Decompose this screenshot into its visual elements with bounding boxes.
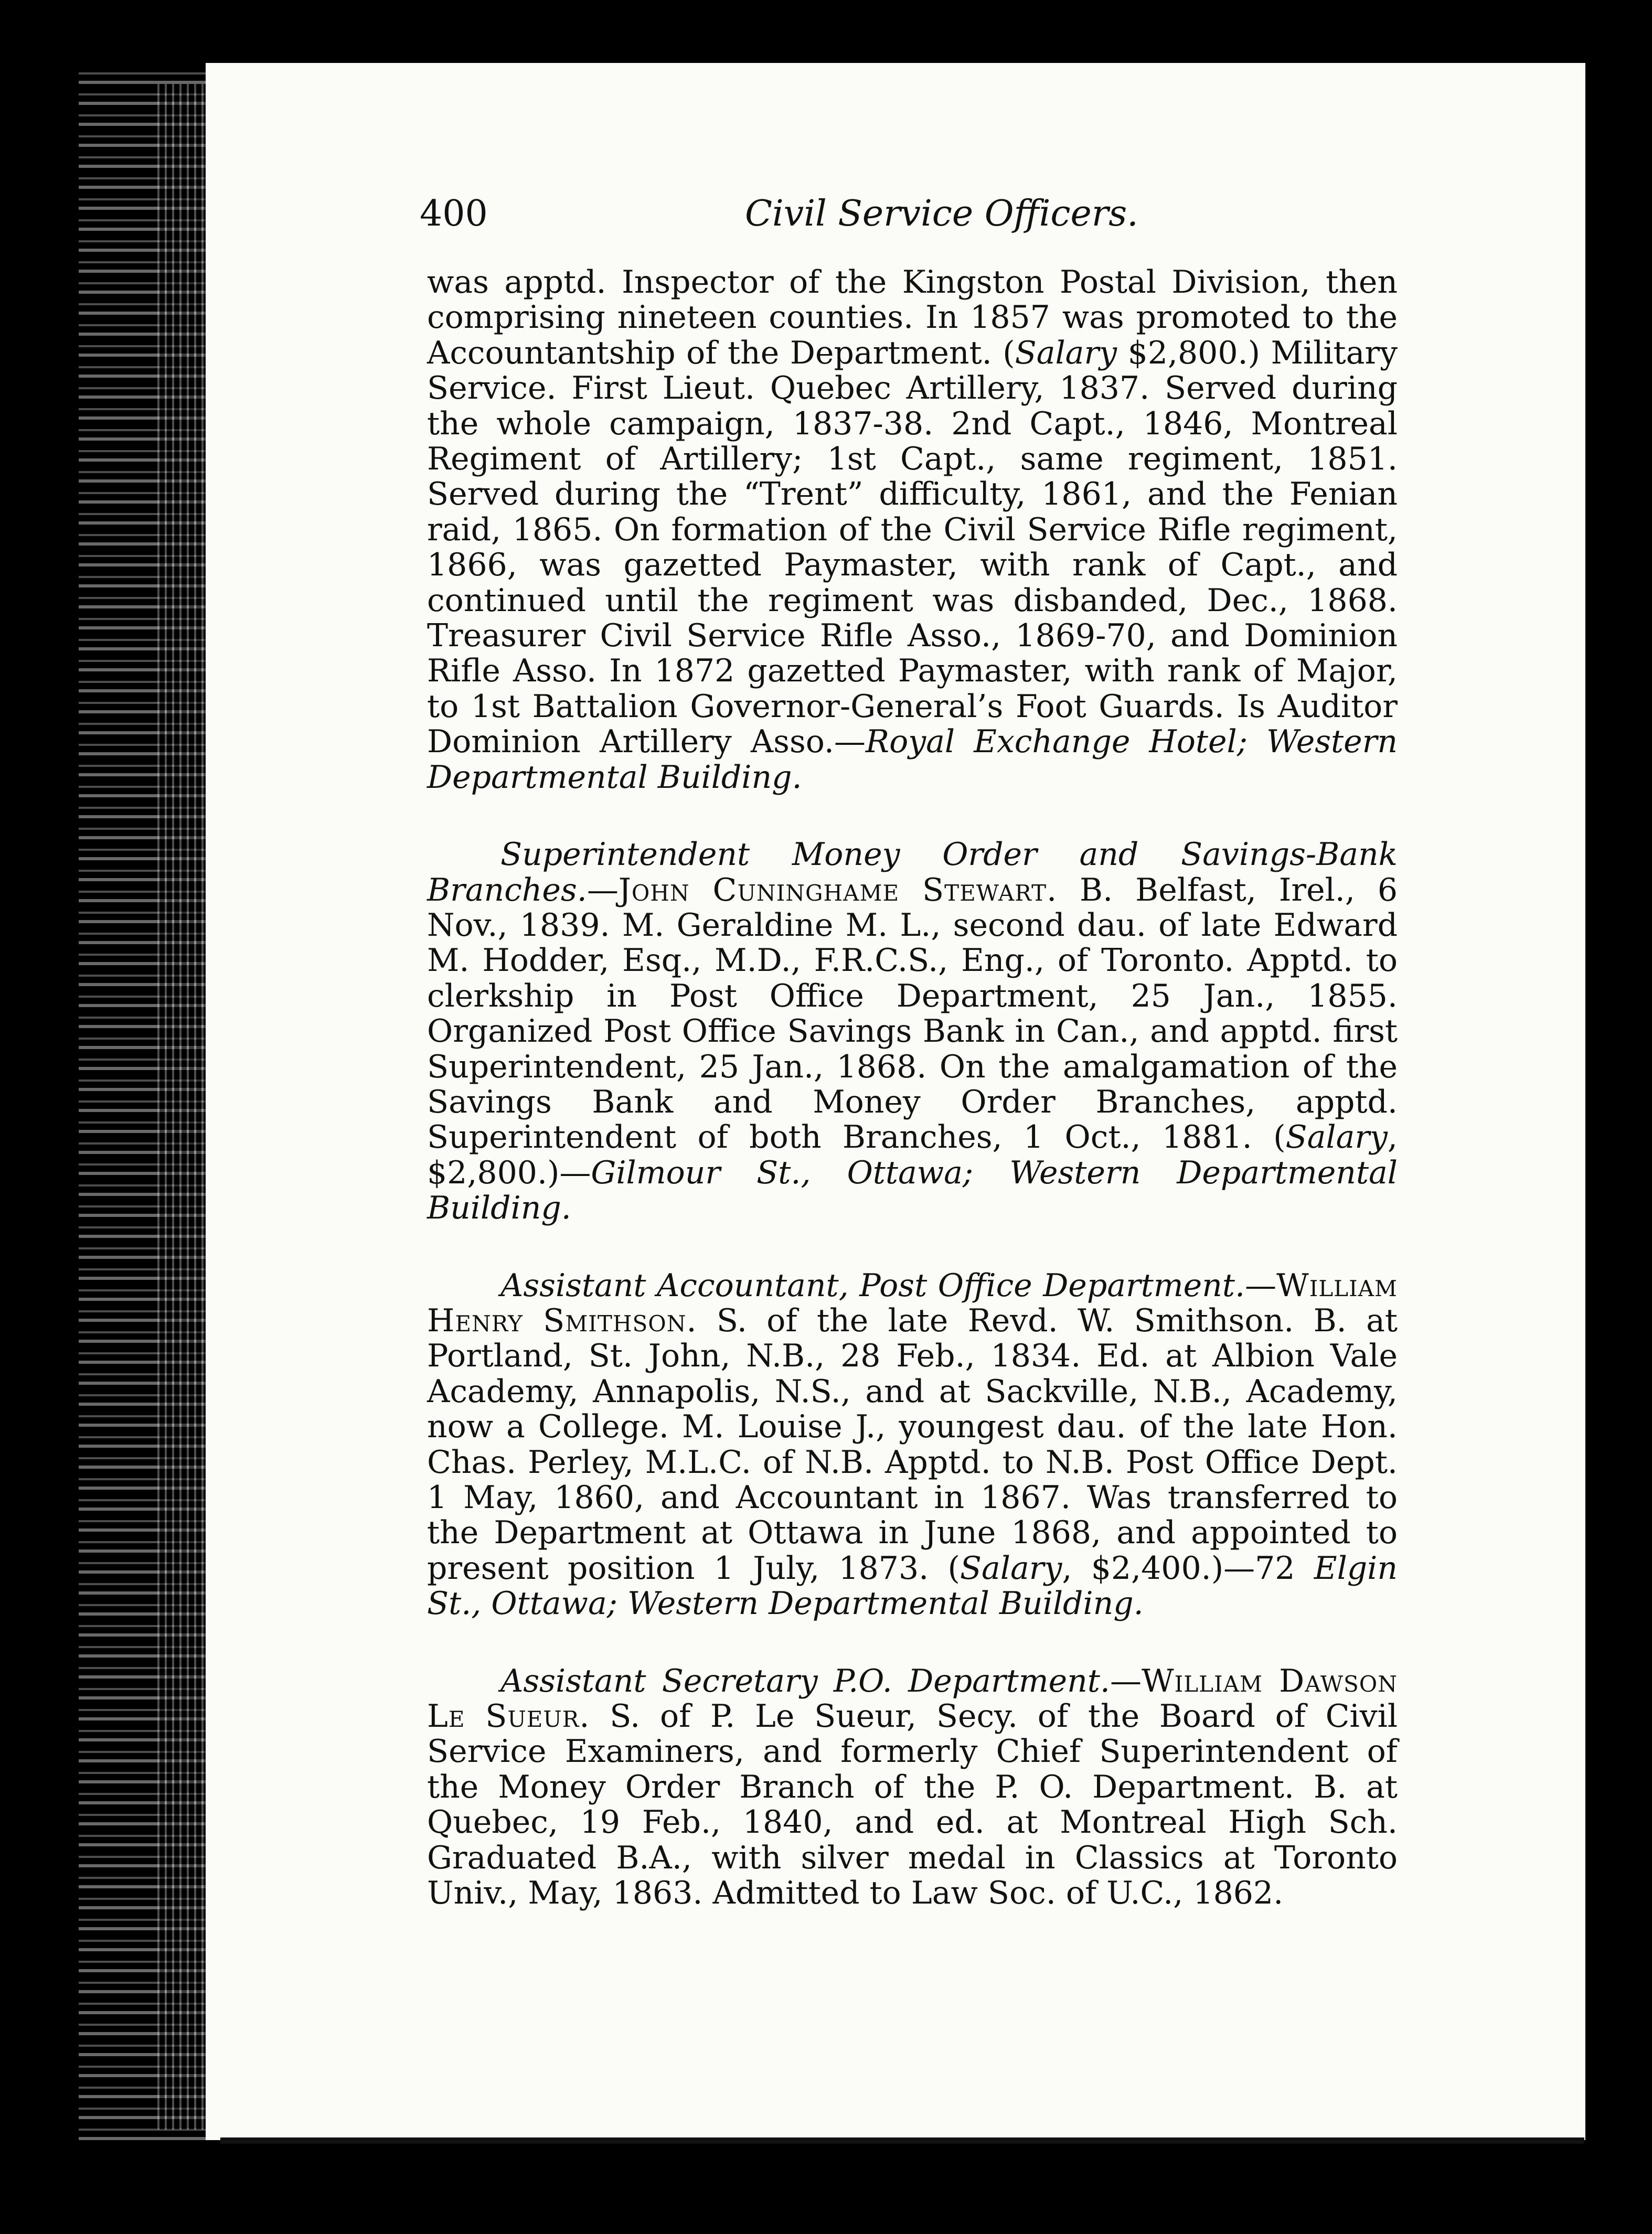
- entry-address: Royal Exchange Hotel; Western Departmental Building.: [427, 723, 1398, 796]
- salary-label: Salary: [1285, 1119, 1388, 1156]
- entry-address: Gilmour St., Ottawa; Western Departmental Building.: [427, 1154, 1398, 1227]
- page-number: 400: [420, 193, 488, 234]
- name-separator: —: [1110, 1662, 1142, 1699]
- entry-office: Superintendent Money Order and Savings-Bank Branches.: [427, 836, 1398, 908]
- entry-name: William Henry Smithson.: [427, 1267, 1398, 1339]
- entry-text: S. of P. Le Sueur, Secy. of the Board of Civil Service Examiners, and formerly Chief Superintendent of the Money Order Branch of the P. O. Department. B. at Quebec, 19 Feb., 1840, and ed. at Montreal High Sch. Graduated B.A., with silver medal in Classics at Toronto Univ., May, 1863. Admitted to Law Soc. of U.C., 1862.: [427, 1698, 1398, 1912]
- page-bottom-edge: [220, 2137, 1584, 2144]
- entry-name: William Dawson Le Sueur.: [427, 1662, 1398, 1735]
- entry-stewart: [427, 837, 1398, 1226]
- entry-text: was apptd. Inspector of the Kingston Postal Division, then comprising nineteen counties. In 1857 was promoted to the Accountantship of the Department. (: [427, 264, 1398, 371]
- salary-label: Salary: [1015, 334, 1117, 371]
- entry-smithson: [427, 1268, 1398, 1622]
- running-title: Civil Service Officers.: [745, 193, 1138, 234]
- entry-le-sueur: [427, 1664, 1398, 1911]
- text-block: [427, 265, 1398, 1911]
- entry-text: , $2,800.)—: [427, 1119, 1398, 1191]
- entry-continuation: [427, 265, 1398, 795]
- entry-address: Elgin St., Ottawa; Western Departmental Building.: [427, 1549, 1398, 1622]
- name-separator: —: [1245, 1267, 1277, 1304]
- entry-name: John Cuninghame Stewart.: [618, 871, 1058, 908]
- entry-office: Assistant Accountant, Post Office Department.: [500, 1267, 1245, 1304]
- entry-text: $2,800.) Military Service. First Lieut. Quebec Artillery, 1837. Served during the whole campaign, 1837-38. 2nd Capt., 1846, Montreal Regiment of Artillery; 1st Capt., same regiment, 1851. Served during the “Trent” difficulty, 1861, and the Fenian raid, 1865. On formation of the Civil Service Rifle regiment, 1866, was gazetted Paymaster, with rank of Capt., and continued until the regiment was disbanded, Dec., 1868. Treasurer Civil Service Rifle Asso., 1869-70, and Dominion Rifle Asso. In 1872 gazetted Paymaster, with rank of Major, to 1st Battalion Governor-General’s Foot Guards. Is Auditor Dominion Artillery Asso.—: [427, 334, 1398, 761]
- salary-label: Salary: [960, 1549, 1062, 1587]
- running-head: [420, 193, 1469, 240]
- entry-text: S. of the late Revd. W. Smithson. B. at Portland, St. John, N.B., 28 Feb., 1834. Ed. at Albion Vale Academy, Annapolis, N.S., and at Sackville, N.B., Academy, now a College. M. Louise J., youngest dau. of the late Hon. Chas. Perley, M.L.C. of N.B. Apptd. to N.B. Post Office Dept. 1 May, 1860, and Accountant in 1867. Was transferred to the Department at Ottawa in June 1868, and appointed to present position 1 July, 1873. (: [427, 1302, 1398, 1587]
- page-right-edge: [1585, 79, 1593, 2140]
- entry-office: Assistant Secretary P.O. Department.: [500, 1662, 1110, 1699]
- entry-text: B. Belfast, Irel., 6 Nov., 1839. M. Geraldine M. L., second dau. of late Edward M. Hodder, Esq., M.D., F.R.C.S., Eng., of Toronto. Apptd. to clerkship in Post Office Department, 25 Jan., 1855. Organized Post Office Savings Bank in Can., and apptd. first Superintendent, 25 Jan., 1868. On the amalgamation of the Savings Bank and Money Order Branches, apptd. Superintendent of both Branches, 1 Oct., 1881. (: [427, 871, 1398, 1156]
- entry-text: , $2,400.)—72: [1062, 1549, 1314, 1587]
- name-separator: —: [587, 871, 619, 908]
